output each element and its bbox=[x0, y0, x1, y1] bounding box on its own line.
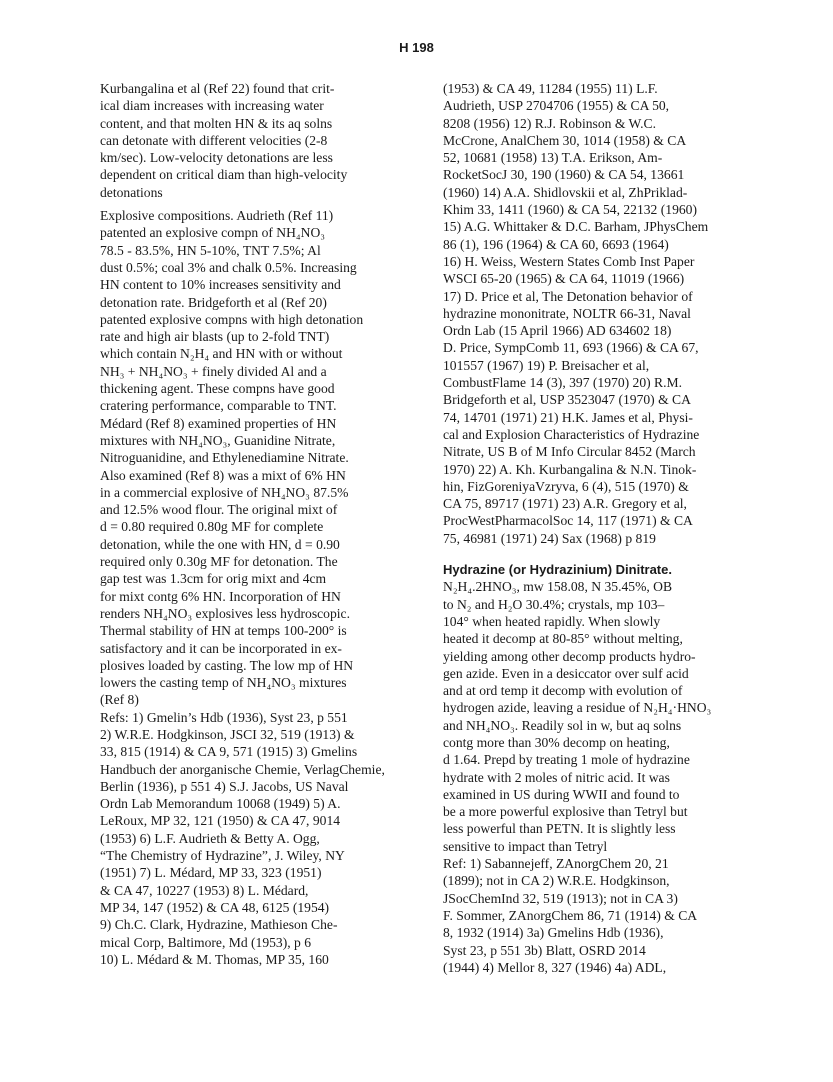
text-line: 78.5 - 83.5%, HN 5-10%, TNT 7.5%; Al bbox=[100, 242, 321, 258]
right-column bbox=[443, 80, 763, 976]
text-line: can detonate with different velocities (2-8 bbox=[100, 132, 328, 148]
text-line: hydrogen azide, leaving a residue of N₂H₄·HNO₃ bbox=[443, 700, 712, 716]
text-line: content, and that molten HN & its aq solns bbox=[100, 115, 333, 131]
refs-line: 75, 46981 (1971) 24) Sax (1968) p 819 bbox=[443, 530, 656, 546]
text-line: 104° when heated rapidly. When slowly bbox=[443, 613, 661, 629]
refs-line: McCrone, AnalChem 30, 1014 (1958) & CA bbox=[443, 132, 687, 148]
refs-line: 8208 (1956) 12) R.J. Robinson & W.C. bbox=[443, 115, 656, 131]
refs-line: 52, 10681 (1958) 13) T.A. Erikson, Am- bbox=[443, 150, 663, 166]
refs-line: 33, 815 (1914) & CA 9, 571 (1915) 3) Gmelins bbox=[100, 744, 358, 760]
refs-line: & CA 47, 10227 (1953) 8) L. Médard, bbox=[100, 882, 309, 898]
text-line: required only 0.30g MF for detonation. The bbox=[100, 554, 338, 570]
text-line: Also examined (Ref 8) was a mixt of 6% HN bbox=[100, 467, 346, 483]
text-line: km/sec). Low-velocity detonations are less bbox=[100, 150, 333, 166]
text-line: cratering performance, comparable to TNT. bbox=[100, 398, 337, 414]
text-line: Nitroguanidine, and Ethylenediamine Nitrate. bbox=[100, 450, 349, 466]
refs-line: 9) Ch.C. Clark, Hydrazine, Mathieson Che- bbox=[100, 917, 338, 933]
text-line: examined in US during WWII and found to bbox=[443, 786, 680, 802]
text-line: lowers the casting temp of NH₄NO₃ mixtures bbox=[100, 675, 347, 691]
text-line: detonation rate. Bridgeforth et al (Ref 20) bbox=[100, 294, 327, 310]
refs-line: Bridgeforth et al, USP 3523047 (1970) & CA bbox=[443, 392, 691, 408]
refs-line: 15) A.G. Whittaker & D.C. Barham, JPhysChem bbox=[443, 219, 709, 235]
text-line: ical diam increases with increasing water bbox=[100, 98, 324, 114]
text-line: mixtures with NH₄NO₃, Guanidine Nitrate, bbox=[100, 432, 336, 448]
text-line: detonations bbox=[100, 184, 163, 200]
text-line: detonation, while the one with HN, d = 0.90 bbox=[100, 536, 340, 552]
text-line: Médard (Ref 8) examined properties of HN bbox=[100, 415, 337, 431]
refs-line: Audrieth, USP 2704706 (1955) & CA 50, bbox=[443, 98, 670, 114]
text-line: heated it decomp at 80-85° without melting, bbox=[443, 631, 683, 647]
text-line: patented an explosive compn of NH₄NO₃ bbox=[100, 225, 326, 241]
text-line: plosives loaded by casting. The low mp of HN bbox=[100, 657, 354, 673]
refs-line: (1899); not in CA 2) W.R.E. Hodgkinson, bbox=[443, 873, 670, 889]
text-line: be a more powerful explosive than Tetryl but bbox=[443, 804, 688, 820]
text-line: dust 0.5%; coal 3% and chalk 0.5%. Increasing bbox=[100, 259, 357, 275]
text-line: to N₂ and H₂O 30.4%; crystals, mp 103– bbox=[443, 596, 665, 612]
text-line: N₂H₄.2HNO₃, mw 158.08, N 35.45%, OB bbox=[443, 579, 673, 595]
refs-line: hin, FizGoreniyaVzryva, 6 (4), 515 (1970) & bbox=[443, 478, 689, 494]
text-line: Thermal stability of HN at temps 100-200° is bbox=[100, 623, 347, 639]
text-line: for mixt contg 6% HN. Incorporation of HN bbox=[100, 588, 341, 604]
text-line: HN content to 10% increases sensitivity and bbox=[100, 277, 341, 293]
refs-line: (1944) 4) Mellor 8, 327 (1946) 4a) ADL, bbox=[443, 959, 667, 975]
refs-line: MP 34, 147 (1952) & CA 48, 6125 (1954) bbox=[100, 899, 330, 915]
refs-line: 1970) 22) A. Kh. Kurbangalina & N.N. Tinok- bbox=[443, 461, 697, 477]
refs-line: Ordn Lab Memorandum 10068 (1949) 5) A. bbox=[100, 796, 341, 812]
section-heading-hydrazine-dinitrate: Hydrazine (or Hydrazinium) Dinitrate. bbox=[443, 562, 672, 578]
text-line: hydrate with 2 moles of nitric acid. It was bbox=[443, 769, 670, 785]
refs-line: (1953) & CA 49, 11284 (1955) 11) L.F. bbox=[443, 81, 658, 96]
text-line: rate and high air blasts (up to 2-fold TNT) bbox=[100, 329, 330, 345]
text-line: NH₃ + NH₄NO₃ + finely divided Al and a bbox=[100, 363, 327, 379]
text-line: yielding among other decomp products hydro- bbox=[443, 648, 696, 664]
refs-line: 74, 14701 (1971) 21) H.K. James et al, Physi- bbox=[443, 409, 693, 425]
text-line: which contain N₂H₄ and HN with or without bbox=[100, 346, 343, 362]
text-line: and 12.5% wood flour. The original mixt of bbox=[100, 502, 338, 518]
refs-line: 17) D. Price et al, The Detonation behavior of bbox=[443, 288, 693, 304]
refs-line: D. Price, SympComb 11, 693 (1966) & CA 67, bbox=[443, 340, 699, 356]
refs-line: (1953) 6) L.F. Audrieth & Betty A. Ogg, bbox=[100, 830, 320, 846]
refs-line: 8, 1932 (1914) 3a) Gmelins Hdb (1936), bbox=[443, 925, 664, 941]
refs-line: hydrazine mononitrate, NOLTR 66-31, Naval bbox=[443, 305, 691, 321]
refs-line: 86 (1), 196 (1964) & CA 60, 6693 (1964) bbox=[443, 236, 669, 252]
refs-line: Ordn Lab (15 April 1966) AD 634602 18) bbox=[443, 323, 672, 339]
refs-line: 16) H. Weiss, Western States Comb Inst Paper bbox=[443, 253, 695, 269]
text-line: gen azide. Even in a desiccator over sulf acid bbox=[443, 665, 689, 681]
text-line: renders NH₄NO₃ explosives less hydroscopic. bbox=[100, 605, 350, 621]
text-line: Kurbangalina et al (Ref 22) found that crit- bbox=[100, 81, 335, 96]
text-line: thickening agent. These compns have good bbox=[100, 381, 335, 397]
refs-line: CA 75, 89717 (1971) 23) A.R. Gregory et al, bbox=[443, 496, 687, 512]
text-line: d = 0.80 required 0.80g MF for complete bbox=[100, 519, 324, 535]
refs-line: F. Sommer, ZAnorgChem 86, 71 (1914) & CA bbox=[443, 907, 698, 923]
refs-line: Handbuch der anorganische Chemie, VerlagChemie, bbox=[100, 761, 385, 777]
text-line: sensitive to impact than Tetryl bbox=[443, 838, 608, 854]
text-line: patented explosive compns with high detonation bbox=[100, 311, 364, 327]
text-line: and NH₄NO₃. Readily sol in w, but aq solns bbox=[443, 717, 682, 733]
page-number: H 198 bbox=[399, 40, 434, 55]
text-line: gap test was 1.3cm for orig mixt and 4cm bbox=[100, 571, 327, 587]
refs-line: Khim 33, 1411 (1960) & CA 54, 22132 (1960) bbox=[443, 202, 697, 218]
refs-line: (1951) 7) L. Médard, MP 33, 323 (1951) bbox=[100, 865, 322, 881]
refs-line: JSocChemInd 32, 519 (1913); not in CA 3) bbox=[443, 890, 678, 906]
refs-line: Berlin (1936), p 551 4) S.J. Jacobs, US Naval bbox=[100, 778, 349, 794]
refs-line: 2) W.R.E. Hodgkinson, JSCI 32, 519 (1913) & bbox=[100, 726, 355, 742]
refs-line: cal and Explosion Characteristics of Hydrazine bbox=[443, 426, 700, 442]
refs-line: 10) L. Médard & M. Thomas, MP 35, 160 bbox=[100, 951, 329, 967]
text-line: and at ord temp it decomp with evolution of bbox=[443, 683, 683, 699]
text-line: d 1.64. Prepd by treating 1 mole of hydrazine bbox=[443, 752, 690, 768]
refs-line: Syst 23, p 551 3b) Blatt, OSRD 2014 bbox=[443, 942, 646, 958]
section-heading-explosive-compositions: Explosive compositions. Audrieth (Ref 11) bbox=[100, 208, 334, 224]
refs-line: CombustFlame 14 (3), 397 (1970) 20) R.M. bbox=[443, 375, 683, 391]
text-line: (Ref 8) bbox=[100, 692, 139, 708]
refs-line: LeRoux, MP 32, 121 (1950) & CA 47, 9014 bbox=[100, 813, 341, 829]
refs-line: Ref: 1) Sabannejeff, ZAnorgChem 20, 21 bbox=[443, 856, 669, 872]
text-line: dependent on critical diam than high-velocity bbox=[100, 167, 348, 183]
refs-line: Refs: 1) Gmelin’s Hdb (1936), Syst 23, p 551 bbox=[100, 709, 348, 725]
text-line: contg more than 30% decomp on heating, bbox=[443, 734, 670, 750]
text-line: less powerful than PETN. It is slightly less bbox=[443, 821, 676, 837]
refs-line: “The Chemistry of Hydrazine”, J. Wiley, NY bbox=[100, 848, 345, 864]
text-line: in a commercial explosive of NH₄NO₃ 87.5% bbox=[100, 484, 349, 500]
left-column bbox=[100, 80, 390, 968]
refs-line: 101557 (1967) 19) P. Breisacher et al, bbox=[443, 357, 650, 373]
text-line: satisfactory and it can be incorporated in ex- bbox=[100, 640, 342, 656]
refs-line: mical Corp, Baltimore, Md (1953), p 6 bbox=[100, 934, 312, 950]
refs-line: WSCI 65-20 (1965) & CA 64, 11019 (1966) bbox=[443, 271, 685, 287]
refs-line: (1960) 14) A.A. Shidlovskii et al, ZhPriklad- bbox=[443, 184, 688, 200]
refs-line: Nitrate, US B of M Info Circular 8452 (March bbox=[443, 444, 696, 460]
refs-line: RocketSocJ 30, 190 (1960) & CA 54, 13661 bbox=[443, 167, 685, 183]
refs-line: ProcWestPharmacolSoc 14, 117 (1971) & CA bbox=[443, 513, 693, 529]
